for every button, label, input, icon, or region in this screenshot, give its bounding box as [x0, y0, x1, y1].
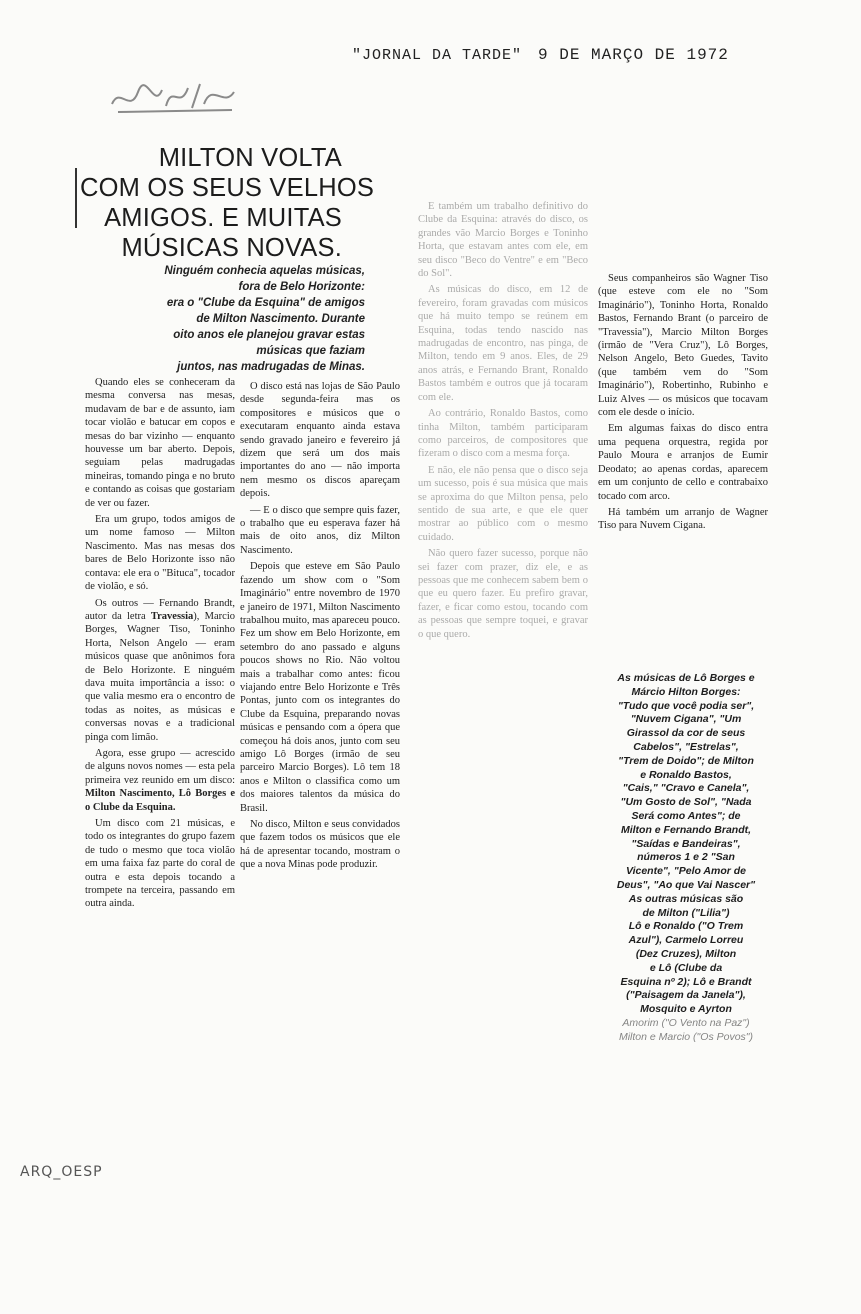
song-list-line: "Um Gosto de Sol", "Nada — [620, 796, 752, 809]
article-headline — [80, 143, 375, 263]
song-list-line: e Lô (Clube da — [649, 961, 723, 974]
song-list-line: As outras músicas são — [628, 892, 744, 905]
song-list-box — [588, 672, 784, 1045]
paragraph: As músicas do disco, em 12 de fevereiro, foram gravadas com músicos que há muito tempo se reúnem em Esquina, todas tendo nascido nas madrugadas de encontro, nas pinga, de Milton, tendo em 9 anos. Eles, de 29 anos atrás, e Fernando Brant, Ronaldo Bastos também e outros que já tocaram com ele. — [418, 284, 588, 403]
lead-line: fora de Belo Horizonte: — [238, 281, 365, 293]
text-run: Os outros — Fernando Brandt, autor da letra — [85, 597, 235, 622]
paragraph: E também um trabalho definitivo do Clube da Esquina: através do disco, os grandes vão Marcio Borges e Toninho Horta, que estavam antes com ele, em seu disco "Beco do Ventre" e em "Beco do Sol". — [418, 201, 588, 280]
song-list-line: ("Paisagem da Janela"), — [626, 989, 746, 1002]
song-list-line: Vicente", "Pelo Amor de — [625, 865, 747, 878]
archive-handwritten-mark: ARQ_OESP — [20, 1164, 103, 1180]
newspaper-header — [352, 46, 729, 64]
song-list-line: Esquina nº 2); Lô e Brandt — [620, 975, 752, 988]
lead-line: juntos, nas madrugadas de Minas. — [177, 361, 365, 373]
paragraph: Não quero fazer sucesso, porque não sei fazer com prazer, diz ele, e as pessoas que me conhecem sabem bem o que eu quero fazer. Eu prefiro gravar, fazer, e ficar como estou, tocando com as pessoas que sempre toquei, e gravar o que quero. — [418, 548, 588, 640]
song-list-line: Cabelos", "Estrelas", — [633, 740, 739, 753]
paragraph: O disco está nas lojas de São Paulo desde segunda-feira mas os compositores e músicos que o executaram enquanto ainda estava sendo gravado janeiro e fevereiro já dizem que será um dos mais importantes do ano — não importa nem mesmo os discos apareçam depois. — [240, 381, 400, 500]
song-list-line: Milton e Fernando Brandt, — [620, 823, 752, 836]
paragraph: E não, ele não pensa que o disco seja um sucesso, pois é sua música que mais se aproxima do que Milton pensa, pelo sentido de sua arte, e que ele quer mostrar ao público com o mesmo cuidado. — [418, 464, 588, 543]
headline-rule — [75, 168, 77, 228]
song-list-line: Girassol da cor de seus — [626, 727, 746, 740]
song-list-line: (Dez Cruzes), Milton — [635, 947, 737, 960]
paragraph: — E o disco que sempre quis fazer, o trabalho que eu esperava fazer há mais de oito anos, diz Milton Nascimento. — [240, 504, 400, 556]
song-list-line: "Cais," "Cravo e Canela", — [622, 782, 750, 795]
clipping-stamp-scribble — [108, 74, 238, 120]
song-list-line: de Milton ("Lilia") — [642, 906, 730, 919]
text-run-bold: Travessia — [150, 610, 194, 622]
paragraph: Um disco com 21 músicas, e todo os integrantes do grupo fazem de tudo o mesmo que toca violão em uma faixa faz parte do coral de outra e esta depois tocando a trompete na terceira, passando em outra ainda. — [85, 818, 235, 910]
song-list-line: Milton e Marcio ("Os Povos") — [618, 1030, 754, 1043]
text-run: Agora, esse grupo — acrescido de alguns novos nomes — esta pela primeira vez reunido em um disco: — [85, 747, 235, 786]
paragraph: Era um grupo, todos amigos de um nome famoso — Milton Nascimento. Mas nas mesas dos bares de Belo Horizonte isso não contava: ele era o "Bituca", tocador de violão, e só. — [85, 514, 235, 593]
publication-date: 9 DE MARÇO DE 1972 — [538, 46, 729, 64]
paragraph: No disco, Milton e seus convidados que fazem todos os músicos que ele há de apresentar tocando, mostram o que a nova Minas pode produzir. — [240, 819, 400, 871]
song-list-line: "Nuvem Cigana", "Um — [630, 713, 742, 726]
song-list-line: As músicas de Lô Borges e — [617, 672, 755, 684]
lead-line: de Milton Nascimento. Durante — [196, 313, 365, 325]
song-list-line: Azul"), Carmelo Lorreu — [628, 934, 744, 947]
song-list-line: "Trem de Doido"; de Milton — [618, 754, 754, 767]
paragraph — [85, 597, 235, 744]
song-list-line: Márcio Hilton Borges: — [631, 685, 741, 698]
song-list-line: números 1 e 2 "San — [637, 851, 735, 864]
newspaper-name: "JORNAL DA TARDE" — [352, 47, 523, 64]
paragraph: Há também um arranjo de Wagner Tiso para Nuvem Cigana. — [598, 506, 768, 532]
paragraph — [85, 747, 235, 814]
paragraph: Seus companheiros são Wagner Tiso (que esteve com ele no "Som Imaginário"), Toninho Horta, Ronaldo Bastos, Fernando Brant (o parceiro de "Travessia"), Marcio Milton Borges (irmão de "Vera Cruz"), Lô Borges, Nelson Angelo, Beto Guedes, Tavito (que também vem do "Som Imaginário"), Robertinho, Rubinho e Luiz Alves — os músicos que tocavam com ele desde o início. — [598, 273, 768, 419]
lead-line: oito anos ele planejou gravar estas — [173, 329, 365, 341]
lead-line: Ninguém conhecia aquelas músicas, — [164, 265, 365, 277]
headline-line: MÚSICAS NOVAS. — [121, 234, 342, 262]
song-list-line: Amorim ("O Vento na Paz") — [622, 1016, 750, 1029]
paragraph: Em algumas faixas do disco entra uma pequena orquestra, regida por Paulo Moura e arranjos de Eumir Deodato; ao apenas cordas, aparecem em um conjunto de cello e contrabaixo tocado com arco. — [598, 423, 768, 502]
paragraph: Ao contrário, Ronaldo Bastos, como tinha Milton, também participaram como parceiros, de compositores que fizeram o disco com a mesma força. — [418, 408, 588, 460]
song-list-line: "Saídas e Bandeiras", — [631, 837, 741, 850]
song-list-line: Será como Antes"; de — [631, 809, 741, 822]
paragraph: Quando eles se conheceram da mesma conversa nas mesas, mudavam de bar e de assunto, iam tocar violão e batucar em copos e mesas do bar vizinho — enquanto houvesse um bar aberto. Depois, seguiam pelas madrugadas mineiras, tomando pinga e no bruto e contando as coisas que gostariam de ver ou fazer. — [85, 377, 235, 509]
lead-line: era o "Clube da Esquina" de amigos — [166, 297, 365, 309]
song-list-line: e Ronaldo Bastos, — [640, 768, 732, 781]
song-list-line: Lô e Ronaldo ("O Trem — [628, 920, 744, 933]
headline-line: AMIGOS. E MUITAS — [104, 204, 342, 232]
lead-line: músicas que faziam — [256, 345, 365, 357]
article-lead — [84, 263, 365, 375]
article-column-4 — [598, 272, 768, 536]
song-list-line: Deus", "Ao que Vai Nascer" — [616, 878, 756, 891]
article-column-2 — [240, 380, 400, 875]
paragraph: Depois que esteve em São Paulo fazendo um show com o "Som Imaginário" entre novembro de 1970 e janeiro de 1971, Milton Nascimento trabalhou muito, mas apareceu pouco. Fez um show em Belo Horizonte, em setembro do ano passado e alguns poucos shows no Rio. Não voltou mais a trabalhar como antes: ficou viajando entre Belo Horizonte e Três Pontas, junto com os integrantes do Clube da Esquina, preparando novas músicas e pensando com a ópera que começou há dois anos, junto com seu amigo Lô Borges (irmão de seu parceiro Marcio Borges). Lô tem 18 anos e Milton o classifica como um dos maiores talentos da música do Brasil. — [240, 561, 400, 814]
headline-line: MILTON VOLTA — [158, 144, 342, 172]
text-run: ), Marcio Borges, Wagner Tiso, Toninho Horta, Nelson Angelo — eram músicos quase que anônimos fora de Belo Horizonte. E ninguém dava muita importância a isso: o que valia mesmo era o encontro de todas as noites, as músicas e conversas novas e a tradicional pinga com limão. — [85, 610, 235, 743]
album-title: Milton Nascimento, Lô Borges e o Clube da Esquina. — [85, 788, 235, 813]
song-list-line: Mosquito e Ayrton — [640, 1003, 732, 1016]
headline-line: COM OS SEUS VELHOS — [80, 174, 375, 202]
article-column-3-faded — [418, 200, 588, 644]
article-column-1 — [85, 376, 235, 914]
song-list-line: "Tudo que você podia ser", — [617, 699, 755, 712]
